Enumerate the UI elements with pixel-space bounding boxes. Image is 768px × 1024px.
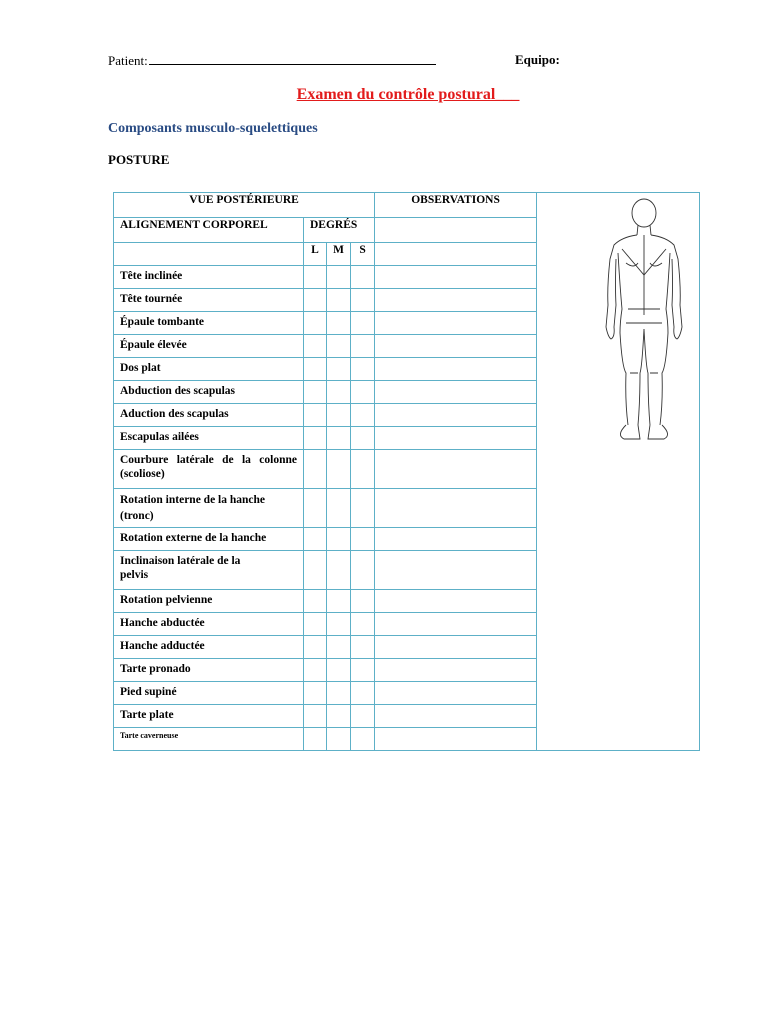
degree-m-cell[interactable] xyxy=(327,489,351,528)
human-body-posterior-icon xyxy=(598,197,690,445)
degree-l-cell[interactable] xyxy=(304,404,327,427)
degree-m-cell[interactable] xyxy=(327,450,351,489)
degree-m-cell[interactable] xyxy=(327,682,351,705)
degree-l-cell[interactable] xyxy=(304,427,327,450)
degree-m-header: M xyxy=(327,243,351,266)
header-degrees: DEGRÉS xyxy=(304,218,375,243)
observation-cell[interactable] xyxy=(375,289,537,312)
patient-underline[interactable] xyxy=(149,52,436,65)
degree-s-cell[interactable] xyxy=(351,381,375,404)
patient-label: Patient: xyxy=(108,53,148,68)
degree-m-cell[interactable] xyxy=(327,404,351,427)
degree-m-cell[interactable] xyxy=(327,613,351,636)
degree-m-cell[interactable] xyxy=(327,427,351,450)
page-title: Examen du contrôle postural___ xyxy=(296,86,520,103)
row-label: Hanche abductée xyxy=(114,613,304,636)
section-heading: POSTURE xyxy=(108,152,170,167)
row-label: Tête inclinée xyxy=(114,266,304,289)
degree-s-cell[interactable] xyxy=(351,450,375,489)
observation-cell[interactable] xyxy=(375,728,537,751)
figure-cell xyxy=(537,193,700,751)
degree-l-cell[interactable] xyxy=(304,728,327,751)
row-label: Courbure latérale de la colonne (scoliose) xyxy=(114,450,304,489)
row-label: Tarte caverneuse xyxy=(114,728,304,751)
degree-l-cell[interactable] xyxy=(304,551,327,590)
observation-cell[interactable] xyxy=(375,358,537,381)
subtitle: Composants musculo-squelettiques xyxy=(108,121,318,136)
degree-s-cell[interactable] xyxy=(351,289,375,312)
degree-m-cell[interactable] xyxy=(327,551,351,590)
degree-l-cell[interactable] xyxy=(304,528,327,551)
degree-l-cell[interactable] xyxy=(304,636,327,659)
degree-s-cell[interactable] xyxy=(351,551,375,590)
degree-s-cell[interactable] xyxy=(351,728,375,751)
header-observations: OBSERVATIONS xyxy=(375,193,537,218)
observation-cell[interactable] xyxy=(375,381,537,404)
degree-m-cell[interactable] xyxy=(327,358,351,381)
observation-cell[interactable] xyxy=(375,613,537,636)
degree-s-cell[interactable] xyxy=(351,705,375,728)
observation-cell[interactable] xyxy=(375,705,537,728)
observation-cell[interactable] xyxy=(375,312,537,335)
degree-s-cell[interactable] xyxy=(351,682,375,705)
row-label: Épaule tombante xyxy=(114,312,304,335)
observation-cell[interactable] xyxy=(375,551,537,590)
degree-s-cell[interactable] xyxy=(351,613,375,636)
degree-l-cell[interactable] xyxy=(304,613,327,636)
degree-m-cell[interactable] xyxy=(327,636,351,659)
observation-cell[interactable] xyxy=(375,590,537,613)
degree-m-cell[interactable] xyxy=(327,728,351,751)
degree-m-cell[interactable] xyxy=(327,312,351,335)
degree-l-cell[interactable] xyxy=(304,590,327,613)
row-label: Pied supiné xyxy=(114,682,304,705)
observation-cell[interactable] xyxy=(375,243,537,266)
degree-m-cell[interactable] xyxy=(327,335,351,358)
header-alignment: ALIGNEMENT CORPOREL xyxy=(114,218,304,243)
row-label: Tarte pronado xyxy=(114,659,304,682)
degree-m-cell[interactable] xyxy=(327,266,351,289)
observation-cell[interactable] xyxy=(375,636,537,659)
degree-s-cell[interactable] xyxy=(351,659,375,682)
degree-l-cell[interactable] xyxy=(304,381,327,404)
patient-field xyxy=(108,52,436,69)
observation-cell[interactable] xyxy=(375,335,537,358)
row-label: Rotation externe de la hanche xyxy=(114,528,304,551)
observation-cell[interactable] xyxy=(375,450,537,489)
degree-s-cell[interactable] xyxy=(351,312,375,335)
observation-cell[interactable] xyxy=(375,404,537,427)
degree-l-cell[interactable] xyxy=(304,358,327,381)
row-label: Épaule élevée xyxy=(114,335,304,358)
row-label: Dos plat xyxy=(114,358,304,381)
row-label: Tête tournée xyxy=(114,289,304,312)
row-label: Aduction des scapulas xyxy=(114,404,304,427)
degree-l-header: L xyxy=(304,243,327,266)
observation-cell[interactable] xyxy=(375,266,537,289)
degree-l-cell[interactable] xyxy=(304,489,327,528)
row-label: Hanche adductée xyxy=(114,636,304,659)
blank-cell xyxy=(114,243,304,266)
header-posterior-view: VUE POSTÉRIEURE xyxy=(114,193,375,218)
posture-table xyxy=(113,192,700,751)
degree-s-cell[interactable] xyxy=(351,358,375,381)
degree-s-cell[interactable] xyxy=(351,528,375,551)
observation-cell[interactable] xyxy=(375,659,537,682)
degree-s-cell[interactable] xyxy=(351,590,375,613)
degree-l-cell[interactable] xyxy=(304,266,327,289)
degree-l-cell[interactable] xyxy=(304,289,327,312)
row-label: Escapulas ailées xyxy=(114,427,304,450)
observation-cell[interactable] xyxy=(375,218,537,243)
degree-s-cell[interactable] xyxy=(351,404,375,427)
degree-m-cell[interactable] xyxy=(327,659,351,682)
degree-s-cell[interactable] xyxy=(351,636,375,659)
equipo-label: Equipo: xyxy=(515,52,560,67)
row-label: Rotation pelvienne xyxy=(114,590,304,613)
degree-l-cell[interactable] xyxy=(304,659,327,682)
observation-cell[interactable] xyxy=(375,682,537,705)
degree-s-cell[interactable] xyxy=(351,335,375,358)
observation-cell[interactable] xyxy=(375,528,537,551)
degree-m-cell[interactable] xyxy=(327,289,351,312)
degree-l-cell[interactable] xyxy=(304,705,327,728)
degree-l-cell[interactable] xyxy=(304,682,327,705)
observation-cell[interactable] xyxy=(375,427,537,450)
degree-m-cell[interactable] xyxy=(327,528,351,551)
observation-cell[interactable] xyxy=(375,489,537,528)
degree-m-cell[interactable] xyxy=(327,590,351,613)
row-label: Inclinaison latérale de la pelvis xyxy=(114,551,304,590)
row-label: Tarte plate xyxy=(114,705,304,728)
row-label: Abduction des scapulas xyxy=(114,381,304,404)
degree-m-cell[interactable] xyxy=(327,381,351,404)
degree-m-cell[interactable] xyxy=(327,705,351,728)
degree-s-cell[interactable] xyxy=(351,427,375,450)
degree-s-header: S xyxy=(351,243,375,266)
degree-s-cell[interactable] xyxy=(351,489,375,528)
degree-s-cell[interactable] xyxy=(351,266,375,289)
degree-l-cell[interactable] xyxy=(304,335,327,358)
degree-l-cell[interactable] xyxy=(304,312,327,335)
row-label: Rotation interne de la hanche (tronc) xyxy=(114,489,304,528)
degree-l-cell[interactable] xyxy=(304,450,327,489)
